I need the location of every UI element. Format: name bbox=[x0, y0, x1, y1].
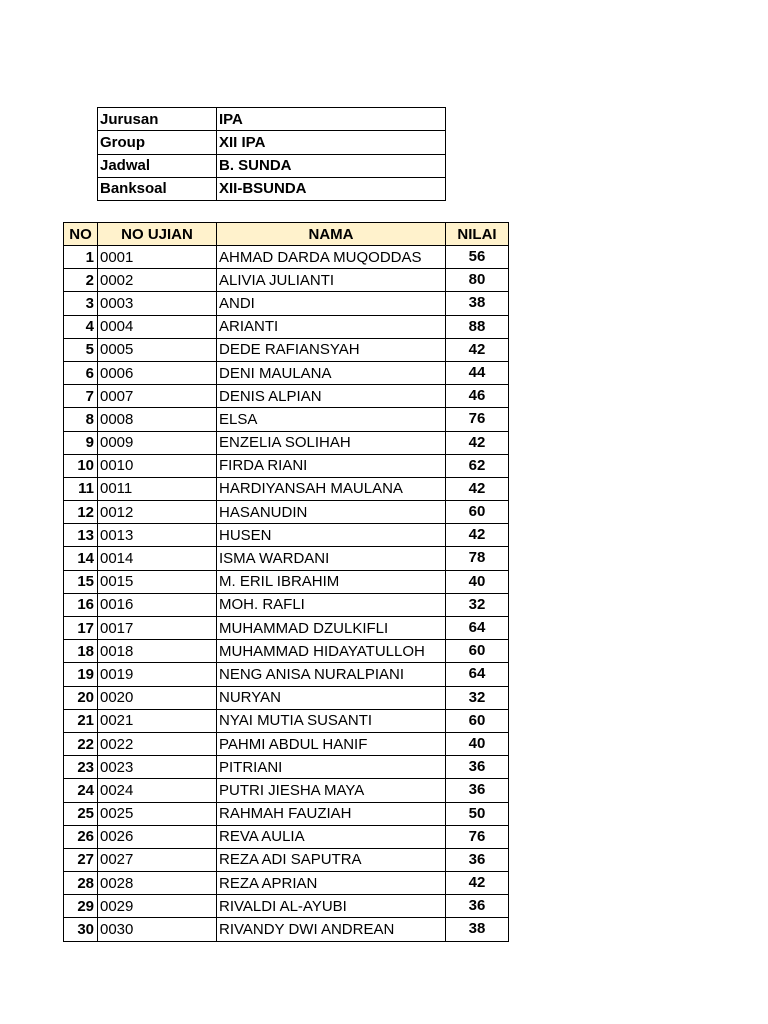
cell-nama: REZA ADI SAPUTRA bbox=[217, 848, 446, 871]
info-label: Jadwal bbox=[98, 154, 217, 177]
cell-no: 21 bbox=[64, 709, 98, 732]
cell-no-ujian: 0028 bbox=[98, 872, 217, 895]
cell-no-ujian: 0014 bbox=[98, 547, 217, 570]
table-row bbox=[64, 825, 509, 848]
cell-no-ujian: 0025 bbox=[98, 802, 217, 825]
table-row bbox=[64, 385, 509, 408]
cell-nama: HARDIYANSAH MAULANA bbox=[217, 477, 446, 500]
cell-no: 8 bbox=[64, 408, 98, 431]
cell-nama: PITRIANI bbox=[217, 756, 446, 779]
cell-nama: REZA APRIAN bbox=[217, 872, 446, 895]
cell-nilai: 40 bbox=[446, 732, 509, 755]
cell-no: 18 bbox=[64, 640, 98, 663]
cell-no-ujian: 0003 bbox=[98, 292, 217, 315]
cell-no: 3 bbox=[64, 292, 98, 315]
cell-no-ujian: 0006 bbox=[98, 361, 217, 384]
info-table-body bbox=[98, 108, 446, 201]
cell-nilai: 46 bbox=[446, 385, 509, 408]
header-no-ujian: NO UJIAN bbox=[98, 223, 217, 246]
cell-nilai: 64 bbox=[446, 617, 509, 640]
table-row bbox=[64, 593, 509, 616]
table-row bbox=[64, 848, 509, 871]
cell-no: 15 bbox=[64, 570, 98, 593]
cell-nama: RIVANDY DWI ANDREAN bbox=[217, 918, 446, 941]
cell-no: 24 bbox=[64, 779, 98, 802]
cell-no: 17 bbox=[64, 617, 98, 640]
table-row bbox=[64, 501, 509, 524]
cell-nilai: 56 bbox=[446, 246, 509, 269]
cell-no-ujian: 0012 bbox=[98, 501, 217, 524]
cell-nama: ISMA WARDANI bbox=[217, 547, 446, 570]
table-row bbox=[64, 570, 509, 593]
cell-nama: HASANUDIN bbox=[217, 501, 446, 524]
cell-no-ujian: 0015 bbox=[98, 570, 217, 593]
table-row bbox=[64, 246, 509, 269]
cell-nama: DENIS ALPIAN bbox=[217, 385, 446, 408]
table-row bbox=[64, 732, 509, 755]
table-row bbox=[64, 431, 509, 454]
cell-nama: PAHMI ABDUL HANIF bbox=[217, 732, 446, 755]
cell-no: 7 bbox=[64, 385, 98, 408]
cell-nama: ELSA bbox=[217, 408, 446, 431]
cell-no-ujian: 0004 bbox=[98, 315, 217, 338]
cell-no: 19 bbox=[64, 663, 98, 686]
cell-nilai: 32 bbox=[446, 686, 509, 709]
cell-nama: RIVALDI AL-AYUBI bbox=[217, 895, 446, 918]
cell-no: 6 bbox=[64, 361, 98, 384]
table-row bbox=[64, 454, 509, 477]
info-row bbox=[98, 154, 446, 177]
table-row bbox=[64, 872, 509, 895]
table-row bbox=[64, 709, 509, 732]
cell-nilai: 80 bbox=[446, 269, 509, 292]
cell-nama: PUTRI JIESHA MAYA bbox=[217, 779, 446, 802]
cell-nilai: 78 bbox=[446, 547, 509, 570]
table-row bbox=[64, 779, 509, 802]
table-row bbox=[64, 292, 509, 315]
cell-no-ujian: 0007 bbox=[98, 385, 217, 408]
info-row bbox=[98, 108, 446, 131]
table-row bbox=[64, 617, 509, 640]
cell-nilai: 42 bbox=[446, 477, 509, 500]
cell-nama: NYAI MUTIA SUSANTI bbox=[217, 709, 446, 732]
info-label: Banksoal bbox=[98, 177, 217, 200]
header-nama: NAMA bbox=[217, 223, 446, 246]
cell-nilai: 32 bbox=[446, 593, 509, 616]
cell-no: 30 bbox=[64, 918, 98, 941]
info-value: B. SUNDA bbox=[217, 154, 446, 177]
cell-nilai: 76 bbox=[446, 408, 509, 431]
cell-no: 23 bbox=[64, 756, 98, 779]
table-row bbox=[64, 524, 509, 547]
cell-no-ujian: 0013 bbox=[98, 524, 217, 547]
cell-nilai: 88 bbox=[446, 315, 509, 338]
cell-nama: AHMAD DARDA MUQODDAS bbox=[217, 246, 446, 269]
cell-no: 10 bbox=[64, 454, 98, 477]
cell-no-ujian: 0027 bbox=[98, 848, 217, 871]
table-row bbox=[64, 315, 509, 338]
cell-nilai: 36 bbox=[446, 848, 509, 871]
info-row bbox=[98, 131, 446, 154]
cell-nama: MUHAMMAD HIDAYATULLOH bbox=[217, 640, 446, 663]
cell-no-ujian: 0021 bbox=[98, 709, 217, 732]
cell-nilai: 38 bbox=[446, 292, 509, 315]
cell-no: 20 bbox=[64, 686, 98, 709]
cell-no: 14 bbox=[64, 547, 98, 570]
table-row bbox=[64, 802, 509, 825]
score-table bbox=[63, 222, 509, 942]
cell-nama: NURYAN bbox=[217, 686, 446, 709]
cell-nama: DENI MAULANA bbox=[217, 361, 446, 384]
cell-no: 29 bbox=[64, 895, 98, 918]
cell-no: 27 bbox=[64, 848, 98, 871]
table-row bbox=[64, 686, 509, 709]
cell-nilai: 38 bbox=[446, 918, 509, 941]
cell-no-ujian: 0017 bbox=[98, 617, 217, 640]
cell-nilai: 62 bbox=[446, 454, 509, 477]
cell-nilai: 42 bbox=[446, 524, 509, 547]
cell-no-ujian: 0002 bbox=[98, 269, 217, 292]
table-row bbox=[64, 338, 509, 361]
cell-nama: FIRDA RIANI bbox=[217, 454, 446, 477]
cell-no: 5 bbox=[64, 338, 98, 361]
cell-no-ujian: 0016 bbox=[98, 593, 217, 616]
cell-nama: NENG ANISA NURALPIANI bbox=[217, 663, 446, 686]
cell-nilai: 42 bbox=[446, 431, 509, 454]
cell-nama: DEDE RAFIANSYAH bbox=[217, 338, 446, 361]
cell-no-ujian: 0022 bbox=[98, 732, 217, 755]
cell-nilai: 44 bbox=[446, 361, 509, 384]
cell-nilai: 76 bbox=[446, 825, 509, 848]
cell-nama: HUSEN bbox=[217, 524, 446, 547]
info-value: XII IPA bbox=[217, 131, 446, 154]
table-row bbox=[64, 547, 509, 570]
cell-nama: ARIANTI bbox=[217, 315, 446, 338]
table-row bbox=[64, 269, 509, 292]
cell-nilai: 36 bbox=[446, 779, 509, 802]
info-row bbox=[98, 177, 446, 200]
cell-nama: REVA AULIA bbox=[217, 825, 446, 848]
cell-no-ujian: 0010 bbox=[98, 454, 217, 477]
header-row bbox=[64, 223, 509, 246]
cell-no: 22 bbox=[64, 732, 98, 755]
info-label: Jurusan bbox=[98, 108, 217, 131]
info-label: Group bbox=[98, 131, 217, 154]
cell-nilai: 60 bbox=[446, 640, 509, 663]
info-value: XII-BSUNDA bbox=[217, 177, 446, 200]
cell-nilai: 36 bbox=[446, 756, 509, 779]
cell-nilai: 60 bbox=[446, 709, 509, 732]
cell-no: 2 bbox=[64, 269, 98, 292]
cell-no-ujian: 0023 bbox=[98, 756, 217, 779]
cell-nilai: 64 bbox=[446, 663, 509, 686]
cell-no-ujian: 0020 bbox=[98, 686, 217, 709]
table-row bbox=[64, 756, 509, 779]
cell-nama: ALIVIA JULIANTI bbox=[217, 269, 446, 292]
cell-no-ujian: 0005 bbox=[98, 338, 217, 361]
cell-no: 1 bbox=[64, 246, 98, 269]
cell-no-ujian: 0001 bbox=[98, 246, 217, 269]
table-row bbox=[64, 918, 509, 941]
cell-no-ujian: 0029 bbox=[98, 895, 217, 918]
table-row bbox=[64, 895, 509, 918]
cell-no-ujian: 0024 bbox=[98, 779, 217, 802]
cell-no-ujian: 0019 bbox=[98, 663, 217, 686]
cell-no: 16 bbox=[64, 593, 98, 616]
cell-no: 11 bbox=[64, 477, 98, 500]
table-row bbox=[64, 663, 509, 686]
table-row bbox=[64, 361, 509, 384]
cell-no-ujian: 0008 bbox=[98, 408, 217, 431]
score-table-header bbox=[64, 223, 509, 246]
header-nilai: NILAI bbox=[446, 223, 509, 246]
table-row bbox=[64, 477, 509, 500]
cell-nama: MOH. RAFLI bbox=[217, 593, 446, 616]
cell-nilai: 36 bbox=[446, 895, 509, 918]
cell-no-ujian: 0026 bbox=[98, 825, 217, 848]
cell-nama: MUHAMMAD DZULKIFLI bbox=[217, 617, 446, 640]
cell-no: 4 bbox=[64, 315, 98, 338]
cell-no: 12 bbox=[64, 501, 98, 524]
cell-no-ujian: 0030 bbox=[98, 918, 217, 941]
table-row bbox=[64, 408, 509, 431]
info-value: IPA bbox=[217, 108, 446, 131]
cell-nilai: 50 bbox=[446, 802, 509, 825]
info-table bbox=[97, 107, 446, 201]
cell-no: 9 bbox=[64, 431, 98, 454]
cell-nama: RAHMAH FAUZIAH bbox=[217, 802, 446, 825]
cell-nilai: 60 bbox=[446, 501, 509, 524]
score-table-body bbox=[64, 246, 509, 942]
cell-no: 25 bbox=[64, 802, 98, 825]
cell-nilai: 42 bbox=[446, 338, 509, 361]
cell-nama: ANDI bbox=[217, 292, 446, 315]
cell-nama: M. ERIL IBRAHIM bbox=[217, 570, 446, 593]
cell-no-ujian: 0011 bbox=[98, 477, 217, 500]
cell-nilai: 40 bbox=[446, 570, 509, 593]
header-no: NO bbox=[64, 223, 98, 246]
cell-no: 26 bbox=[64, 825, 98, 848]
cell-no: 28 bbox=[64, 872, 98, 895]
cell-no: 13 bbox=[64, 524, 98, 547]
table-row bbox=[64, 640, 509, 663]
cell-nama: ENZELIA SOLIHAH bbox=[217, 431, 446, 454]
cell-no-ujian: 0009 bbox=[98, 431, 217, 454]
cell-nilai: 42 bbox=[446, 872, 509, 895]
cell-no-ujian: 0018 bbox=[98, 640, 217, 663]
